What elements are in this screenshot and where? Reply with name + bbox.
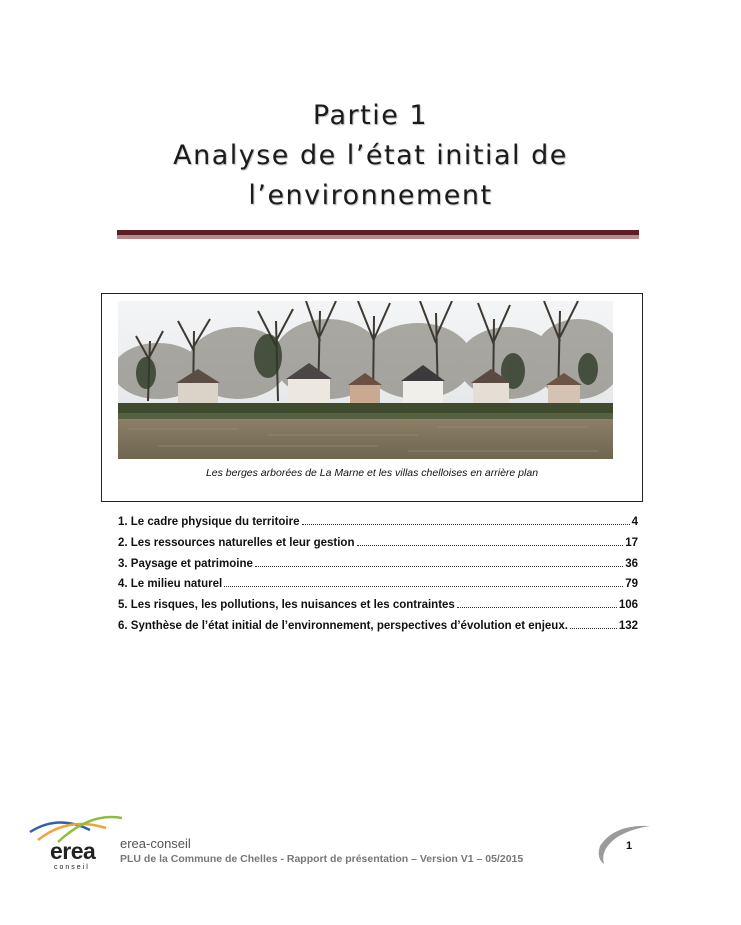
toc-row[interactable] xyxy=(118,516,638,537)
toc-entry-title: 3. Paysage et patrimoine xyxy=(118,557,253,570)
photo-frame xyxy=(101,293,643,502)
toc-leader-dots xyxy=(357,545,624,546)
logo-subtitle: conseil xyxy=(54,864,90,871)
toc-leader-dots xyxy=(570,628,617,629)
page-title xyxy=(0,96,741,216)
toc-leader-dots xyxy=(224,586,623,587)
toc-leader-dots xyxy=(302,524,630,525)
toc-row[interactable] xyxy=(118,537,638,558)
swoosh-icon xyxy=(594,820,654,868)
toc-entry-title: 2. Les ressources naturelles et leur gestion xyxy=(118,536,355,549)
toc-entry-page: 4 xyxy=(631,516,638,528)
title-rule-light xyxy=(117,235,639,239)
toc-leader-dots xyxy=(457,607,617,608)
toc-entry-title: 1. Le cadre physique du territoire xyxy=(118,516,300,528)
table-of-contents xyxy=(118,516,638,641)
page-number: 1 xyxy=(626,840,633,852)
title-line-part: Partie 1 xyxy=(312,100,429,131)
title-line-analysis: Analyse de l’état initial de xyxy=(173,140,568,171)
toc-row[interactable] xyxy=(118,578,638,599)
toc-entry-title: 6. Synthèse de l’état initial de l’environnement, perspectives d’évolution et enjeux. xyxy=(118,619,568,632)
toc-row[interactable] xyxy=(118,599,638,620)
title-line-environment: l’environnement xyxy=(248,180,493,211)
toc-leader-dots xyxy=(255,566,623,567)
toc-entry-page: 17 xyxy=(625,536,638,549)
toc-entry-title: 5. Les risques, les pollutions, les nuisances et les contraintes xyxy=(118,599,455,612)
toc-entry-page: 132 xyxy=(618,619,638,632)
logo-wordmark: erea xyxy=(50,838,96,864)
photo-caption: Les berges arborées de La Marne et les villas chelloises en arrière plan xyxy=(205,467,539,479)
river-photo xyxy=(118,301,613,459)
toc-entry-page: 36 xyxy=(625,557,638,570)
footer-company: erea-conseil xyxy=(120,836,191,851)
toc-row[interactable] xyxy=(118,620,638,641)
erea-logo xyxy=(28,810,126,882)
footer-document-title: PLU de la Commune de Chelles - Rapport de présentation – Version V1 – 05/2015 xyxy=(120,853,524,865)
toc-entry-title: 4. Le milieu naturel xyxy=(118,578,223,591)
toc-entry-page: 106 xyxy=(618,599,638,612)
toc-row[interactable] xyxy=(118,558,638,579)
toc-entry-page: 79 xyxy=(625,578,638,591)
river-photo-illustration xyxy=(118,301,613,459)
